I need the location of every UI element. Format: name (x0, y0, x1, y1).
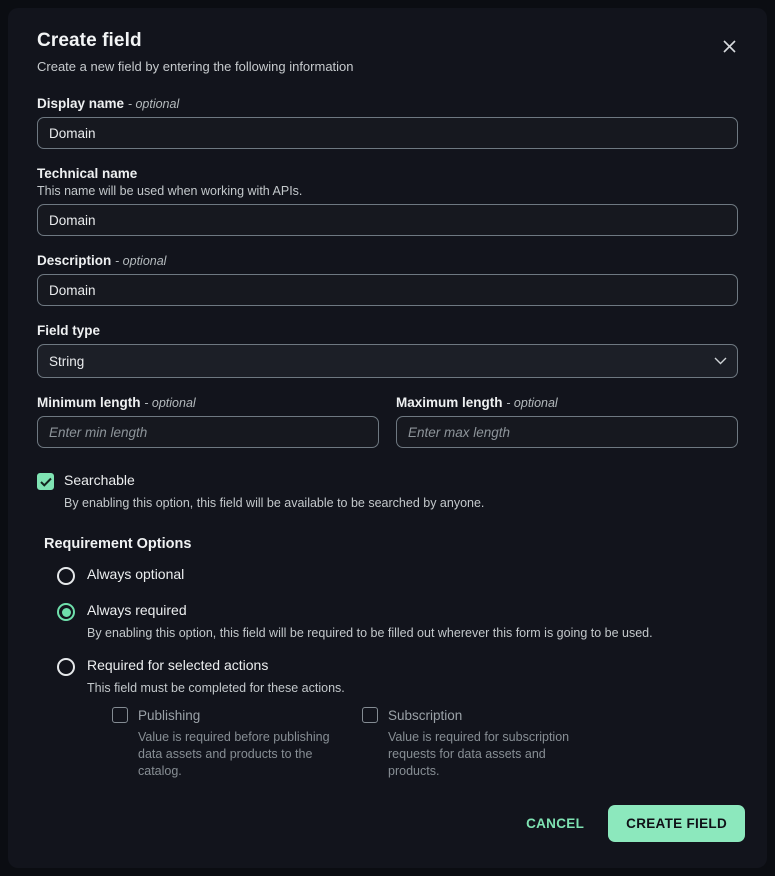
radio-required-for-selected-actions[interactable] (57, 657, 738, 676)
dialog-footer (520, 805, 745, 842)
radio-always-required-label: Always required (87, 602, 187, 618)
maximum-length-label-text: Maximum length (396, 395, 503, 410)
publishing-label: Publishing (138, 707, 201, 723)
field-type-block (37, 323, 738, 378)
minimum-length-label (37, 395, 379, 410)
action-subscription-head (362, 707, 612, 723)
searchable-checkbox[interactable] (37, 473, 54, 490)
radio-always-optional[interactable] (57, 566, 738, 585)
field-type-select[interactable] (37, 344, 738, 378)
display-name-input[interactable] (37, 117, 738, 149)
radio-always-required-hint: By enabling this option, this field will be required to be filled out wherever this form is going to be used. (87, 626, 653, 640)
radio-always-required-control[interactable] (57, 603, 75, 621)
create-field-form (30, 96, 745, 780)
length-row (37, 395, 738, 448)
radio-required-for-selected-actions-label: Required for selected actions (87, 657, 269, 673)
minimum-length-block (37, 395, 379, 448)
maximum-length-block (396, 395, 738, 448)
display-name-label (37, 96, 738, 111)
description-optional: - optional (115, 254, 167, 268)
field-type-select-wrap (37, 344, 738, 378)
subscription-description: Value is required for subscription requests for data assets and products. (388, 730, 570, 778)
dialog-subtitle: Create a new field by entering the following information (37, 59, 354, 74)
action-publishing-head (112, 707, 362, 723)
radio-always-optional-label: Always optional (87, 566, 185, 582)
subscription-checkbox[interactable] (362, 707, 378, 723)
description-label (37, 253, 738, 268)
searchable-row (37, 472, 738, 490)
technical-name-label: Technical name (37, 166, 138, 181)
dialog-header (30, 30, 745, 74)
publishing-checkbox[interactable] (112, 707, 128, 723)
create-field-dialog (8, 8, 767, 868)
minimum-length-optional: - optional (144, 396, 196, 410)
display-name-label-text: Display name (37, 96, 125, 111)
radio-required-for-selected-actions-control[interactable] (57, 658, 75, 676)
cancel-button[interactable]: CANCEL (520, 808, 590, 839)
searchable-hint: By enabling this option, this field will be available to be searched by anyone. (64, 496, 485, 510)
radio-required-for-selected-actions-hint: This field must be completed for these actions. (87, 681, 345, 695)
close-icon[interactable] (715, 32, 743, 60)
description-input[interactable] (37, 274, 738, 306)
publishing-description: Value is required before publishing data assets and products to the catalog. (138, 730, 330, 778)
description-label-text: Description (37, 253, 112, 268)
technical-name-block (37, 166, 738, 236)
technical-name-hint: This name will be used when working with APIs. (37, 184, 303, 198)
minimum-length-label-text: Minimum length (37, 395, 141, 410)
description-block (37, 253, 738, 306)
action-checkbox-grid (112, 707, 738, 780)
requirement-options-title: Requirement Options (44, 536, 192, 552)
radio-always-optional-control[interactable] (57, 567, 75, 585)
subscription-label: Subscription (388, 707, 463, 723)
field-type-value: String (49, 353, 85, 369)
action-subscription (362, 707, 612, 780)
radio-always-required[interactable] (57, 602, 738, 621)
display-name-optional: - optional (127, 97, 180, 111)
page-title: Create field (37, 30, 142, 51)
minimum-length-input[interactable] (37, 416, 379, 448)
maximum-length-input[interactable] (396, 416, 738, 448)
action-publishing (112, 707, 362, 780)
display-name-block (37, 96, 738, 149)
technical-name-input[interactable] (37, 204, 738, 236)
maximum-length-optional: - optional (506, 396, 558, 410)
create-field-button[interactable]: CREATE FIELD (608, 805, 745, 842)
maximum-length-label (396, 395, 738, 410)
searchable-label: Searchable (64, 472, 135, 488)
field-type-label: Field type (37, 323, 101, 338)
